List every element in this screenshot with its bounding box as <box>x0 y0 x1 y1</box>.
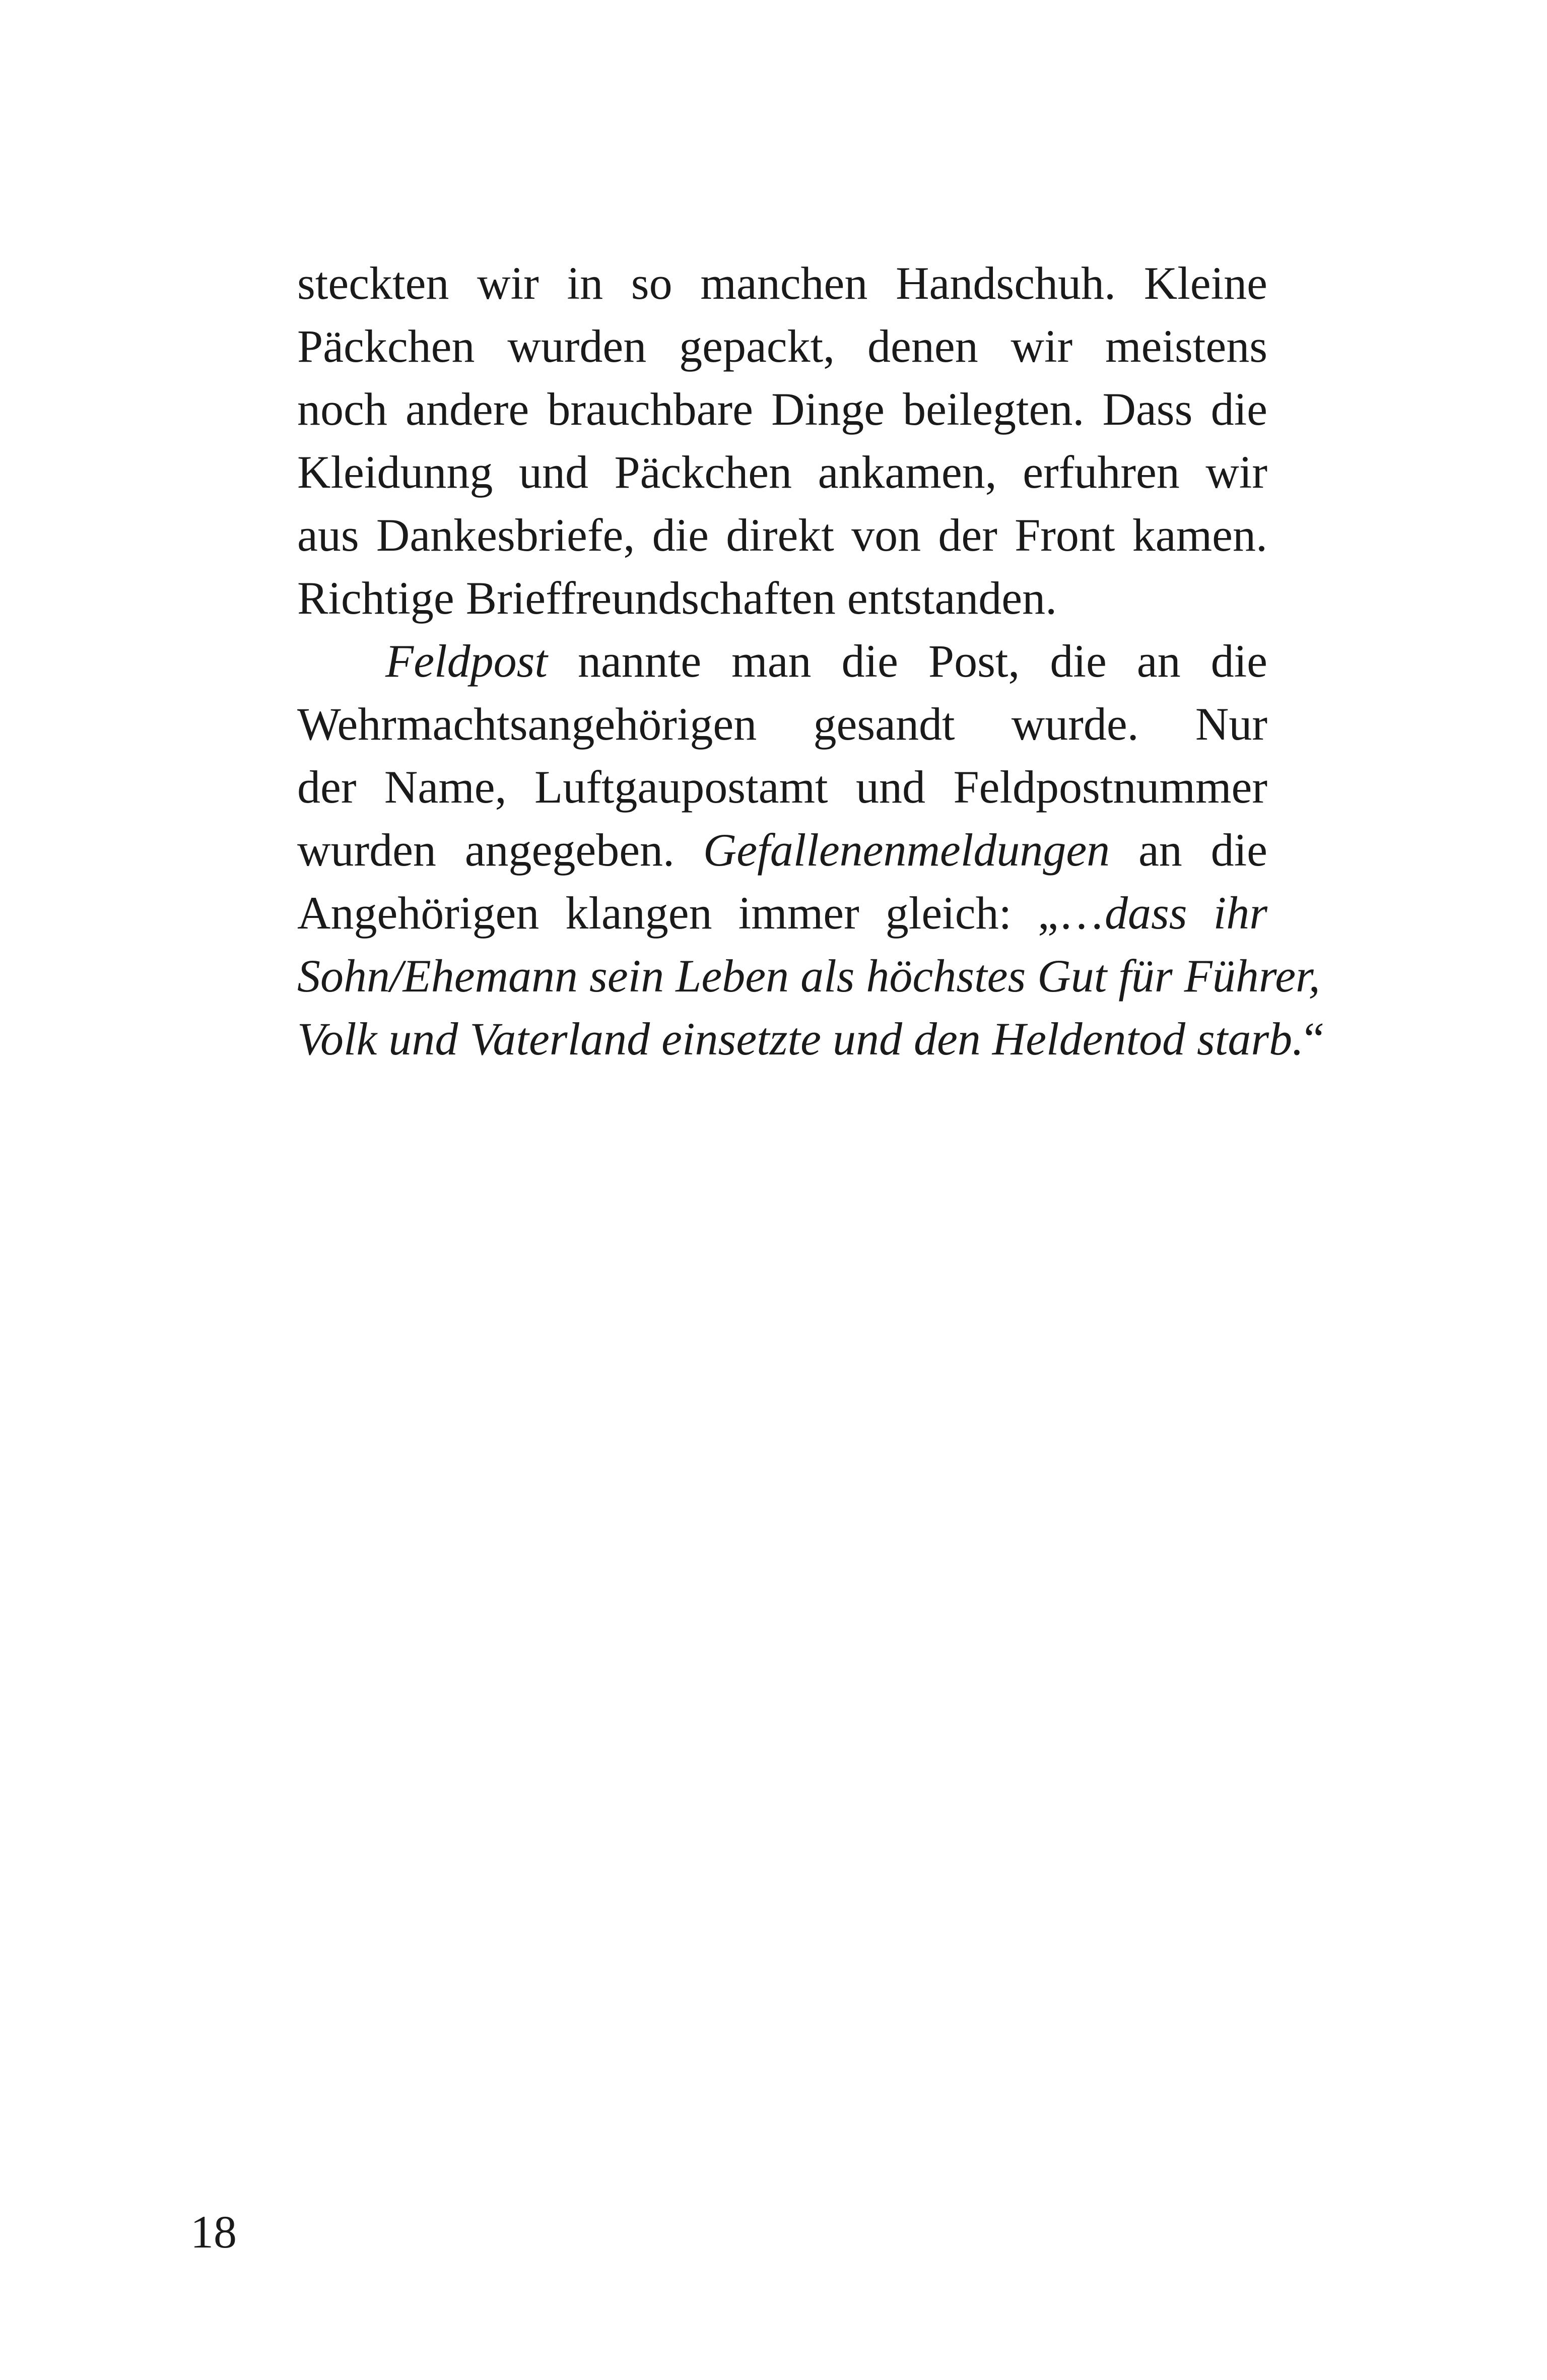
body-text <box>297 252 1325 1071</box>
quote-text: Sohn/Ehemann sein Leben als höchstes Gut für Führer, <box>297 950 1320 1002</box>
text-line: wurden angegeben. Gefallenenmeldungen an die <box>297 824 1267 876</box>
text-line: Richtige Brieffreundschaften entstanden. <box>297 572 1057 624</box>
text-line: Angehörigen klangen immer gleich: „…dass ihr <box>297 887 1267 939</box>
term-feldpost: Feldpost <box>385 635 548 687</box>
term-gefallenenmeldungen: Gefallenenmeldungen <box>703 824 1110 876</box>
text-line: Volk und Vaterland einsetzte und den Heldentod starb.“ <box>297 1013 1325 1065</box>
text-line: Feldpost nannte man die Post, die an die <box>385 635 1267 687</box>
paragraph-2 <box>297 630 1325 1071</box>
text-line: Wehrmachtsangehörigen gesandt wurde. Nur <box>297 698 1267 750</box>
text-line <box>297 945 1320 1008</box>
page-number: 18 <box>190 2206 237 2258</box>
text-line: der Name, Luftgaupostamt und Feldpostnummer <box>297 761 1267 813</box>
text-line: Kleidunng und Päckchen ankamen, erfuhren wir <box>297 446 1267 498</box>
text-line: steckten wir in so manchen Handschuh. Kleine <box>297 257 1267 309</box>
text-line: aus Dankesbriefe, die direkt von der Front kamen. <box>297 509 1267 561</box>
quote-text: dass ihr <box>1105 887 1267 939</box>
quote-text: Volk und Vaterland einsetzte und den Heldentod starb. <box>297 1013 1304 1065</box>
paragraph-1 <box>297 252 1267 630</box>
text-line: Päckchen wurden gepackt, denen wir meistens <box>297 320 1267 372</box>
text-line: noch andere brauchbare Dinge beilegten. Dass die <box>297 383 1267 435</box>
